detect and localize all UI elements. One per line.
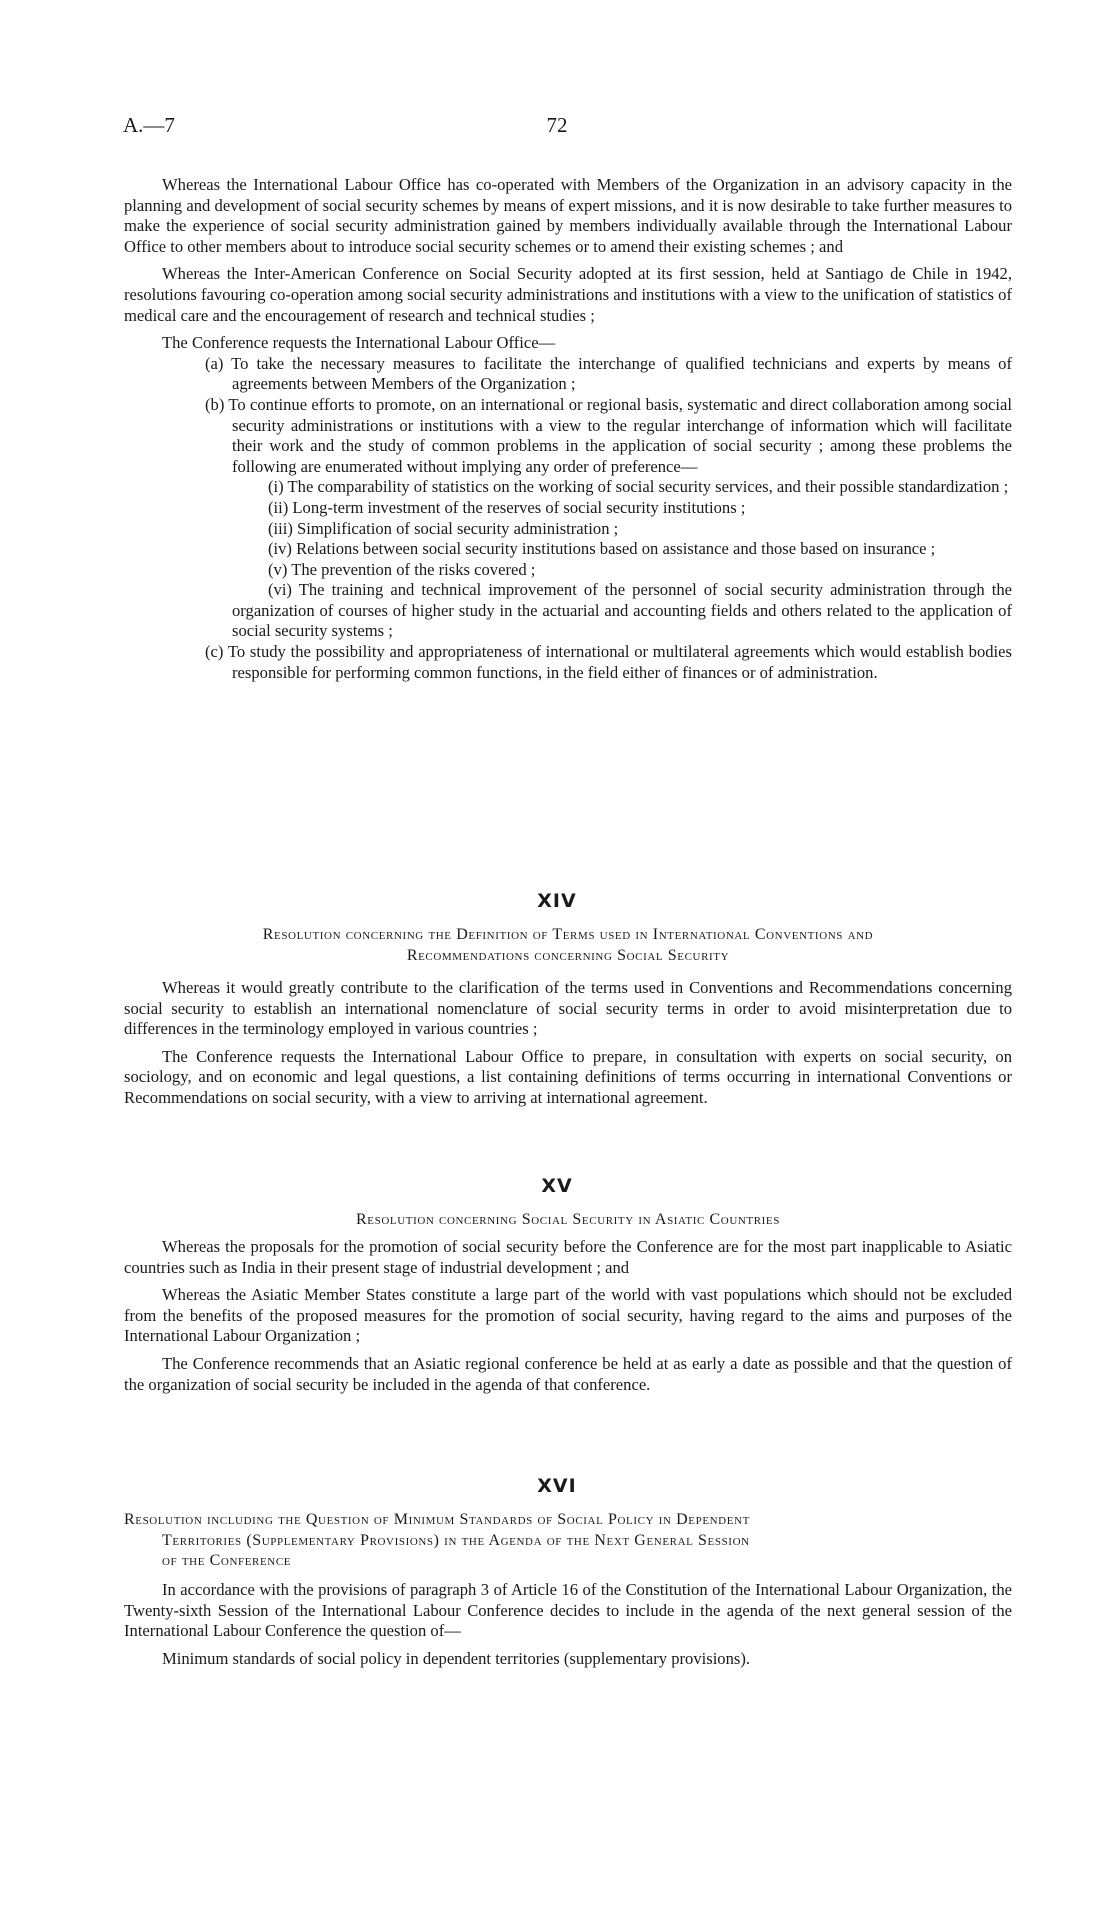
paragraph: In accordance with the provisions of paragraph 3 of Article 16 of the Constitution of the International Labour Organization, the Twenty-sixth Session of the International Labour Conference decides to include in the agenda of the next general session of the International Labour Conference the question of— <box>124 1580 1012 1641</box>
paragraph: The Conference requests the International Labour Office— <box>162 333 556 353</box>
title-line: Territories (Supplementary Provisions) in the Agenda of the Next General Session <box>162 1531 750 1549</box>
section-body <box>124 978 1012 1116</box>
list-item: (c) To study the possibility and appropriateness of international or multilateral agreements which would establish bodies responsible for performing common functions, in the field either of finances or of administration. <box>205 642 1012 682</box>
list-item: (vi) The training and technical improvement of the personnel of social security administration through the organization of courses of higher study in the actuarial and accounting fields and others related to the application of social security systems ; <box>232 580 1012 641</box>
list-item: (v) The prevention of the risks covered ; <box>268 559 536 579</box>
list-item: (ii) Long-term investment of the reserves of social security institutions ; <box>268 497 746 517</box>
section-title <box>124 1510 1012 1572</box>
list-item: (b) To continue efforts to promote, on an international or regional basis, systematic and direct collaboration among social security administrations or institutions with a view to the regular interchange of information which will facilitate their work and the study of common problems in the application of social security ; among these problems the following are enumerated without implying any order of preference— <box>205 394 1012 476</box>
paragraph: Minimum standards of social policy in dependent territories (supplementary provisions). <box>162 1648 751 1668</box>
paragraph: Whereas the Asiatic Member States constitute a large part of the world with vast populations which should not be excluded from the benefits of the proposed measures for the promotion of social security, having regard to the aims and purposes of the International Labour Organization ; <box>124 1285 1012 1346</box>
paragraph: The Conference recommends that an Asiatic regional conference be held at as early a date as possible and that the question of the organization of social security be included in the agenda of that conference. <box>124 1353 1012 1394</box>
section-number: XVI <box>537 1475 577 1497</box>
paragraph: Whereas it would greatly contribute to the clarification of the terms used in Conventions and Recommendations concerning social security to establish an international nomenclature of social security terms in order to avoid misinterpretation due to differences in the terminology employed in various countries ; <box>124 978 1012 1039</box>
title-line: Resolution concerning the Definition of Terms used in International Conventions and <box>262 926 874 943</box>
list-item: (a) To take the necessary measures to facilitate the interchange of qualified technicians and experts by means of agreements between Members of the Organization ; <box>205 353 1012 394</box>
section-body <box>124 1237 1012 1402</box>
page-reference: A.—7 <box>123 113 175 137</box>
resolution-continuation <box>124 175 1012 683</box>
title-line: Recommendations concerning Social Security <box>406 946 730 964</box>
title-line: Resolution including the Question of Minimum Standards of Social Policy in Dependent <box>124 1511 750 1528</box>
paragraph: The Conference requests the International Labour Office to prepare, in consultation with experts on social security, on sociology, and on economic and legal questions, a list containing definitions of terms occurring in international Conventions or Recommendations on social security, with a view to arriving at international agreement. <box>124 1046 1012 1107</box>
list-item: (iii) Simplification of social security administration ; <box>268 518 619 538</box>
paragraph: Whereas the Inter-American Conference on Social Security adopted at its first session, held at Santiago de Chile in 1942, resolutions favouring co-operation among social security administrations and institutions with a view to the unification of statistics of medical care and the encouragement of research and technical studies ; <box>124 264 1012 325</box>
section-body <box>124 1580 1012 1676</box>
list-item: (i) The comparability of statistics on the working of social security services, and their possible standardization ; <box>268 477 1009 497</box>
section-number: XV <box>541 1175 573 1197</box>
list-item: (iv) Relations between social security institutions based on assistance and those based on insurance ; <box>268 539 936 559</box>
page-number: 72 <box>546 113 568 137</box>
section-title: Resolution concerning Social Security in Asiatic Countries <box>356 1211 780 1228</box>
section-title <box>124 925 1012 966</box>
paragraph: Whereas the proposals for the promotion of social security before the Conference are for the most part inapplicable to Asiatic countries such as India in their present stage of industrial development ; and <box>124 1237 1012 1277</box>
section-number: XIV <box>537 890 577 912</box>
paragraph: Whereas the International Labour Office has co-operated with Members of the Organization in an advisory capacity in the planning and development of social security schemes by means of expert missions, and it is now desirable to take further measures to make the experience of social security administration gained by members individually available through the International Labour Office to other members about to introduce social security schemes or to amend their existing schemes ; and <box>124 175 1012 256</box>
title-line: of the Conference <box>162 1552 292 1569</box>
